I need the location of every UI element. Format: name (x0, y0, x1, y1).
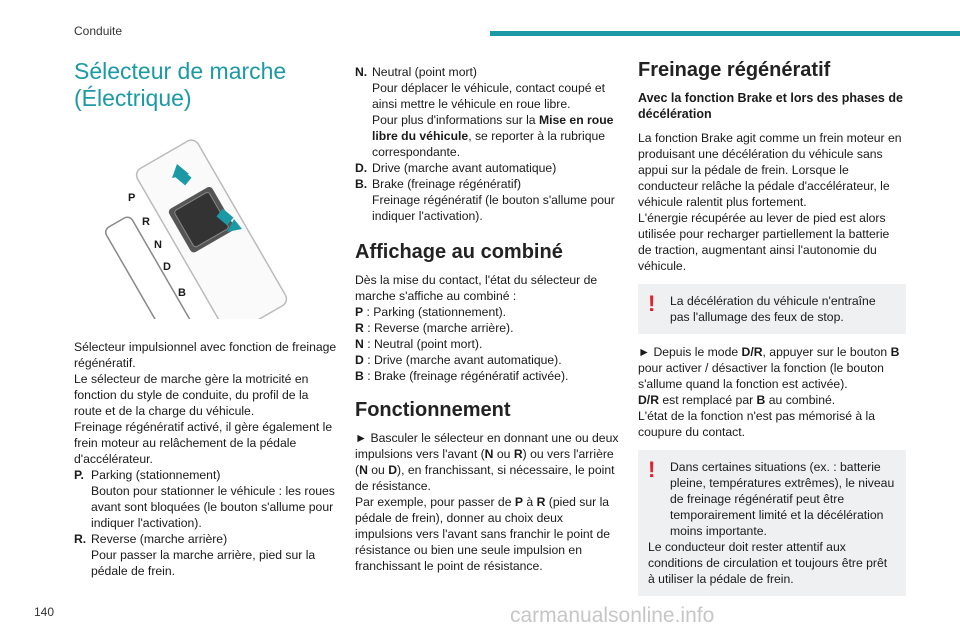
def-p: P. Parking (stationnement) Bouton pour stationner le véhicule : les roues avant sont bloquées (le bouton s'allume pour indiquer l'activation). (74, 468, 335, 530)
regen-memory-note: L'état de la fonction n'est pas mémorisé à la coupure du contact. (638, 409, 876, 439)
operation-example: Par exemple, pour passer de P à R (pied sur la pédale de frein), donner au choix deux impulsions vers l'avant sans franchir le point de résistance ou bien une seule impulsion en franchissant le point de résistance. (355, 495, 611, 573)
selector-key-d: D (163, 261, 171, 273)
mode-definitions (74, 467, 339, 579)
column-middle (355, 64, 620, 574)
selector-key-p: P (128, 192, 136, 204)
state-p: P : Parking (stationnement). (355, 305, 507, 319)
regen-paragraph: Freinage régénératif activé, il gère également le frein moteur au relâchement de la pédale d'accélérateur. (74, 420, 333, 466)
intro-paragraph: Sélecteur impulsionnel avec fonction de freinage régénératif. (74, 340, 337, 370)
def-r: R. Reverse (marche arrière) Pour passer la marche arrière, pied sur la pédale de frein. (74, 532, 316, 578)
section-heading-operation: Fonctionnement (355, 399, 511, 421)
regen-display-note: D/R est remplacé par B au combiné. (638, 393, 836, 407)
page-number: 140 (34, 605, 55, 619)
warning-icon: ! (648, 457, 656, 482)
state-n: N : Neutral (point mort). (355, 337, 483, 351)
column-right (638, 58, 906, 606)
warning-icon: ! (648, 291, 656, 316)
header-section-label: Conduite (74, 24, 123, 38)
section-heading-regen: Freinage régénératif (638, 59, 831, 81)
watermark: carmanualsonline.info (510, 604, 715, 627)
mode-definitions-cont (355, 64, 620, 224)
display-intro: Dès la mise du contact, l'état du sélecteur de marche s'affiche au combiné : (355, 273, 598, 303)
regen-energy: L'énergie récupérée au lever de pied est alors utilisée pour recharger partiellement la batterie de traction, augmentant ainsi l'autonomie du véhicule. (638, 211, 890, 273)
def-n: N. Neutral (point mort) Pour déplacer le véhicule, contact coupé et ainsi mettre le véhicule en roue libre. Pour plus d'informations sur la Mise en roue libre du véhicule, se reporter à la rubrique correspondante. (355, 65, 614, 159)
subheading-brake: Avec la fonction Brake et lors des phases de décélération (638, 91, 903, 121)
gear-selector-illustration (74, 124, 339, 319)
def-d: D. Drive (marche avant automatique) (355, 161, 557, 175)
display-states (355, 304, 620, 384)
selector-key-b: B (178, 287, 186, 299)
regen-step: ► Depuis le mode D/R, appuyer sur le bouton B pour activer / désactiver la fonction (le bouton s'allume quand la fonction est activée). (638, 345, 900, 391)
state-b: B : Brake (freinage régénératif activée). (355, 369, 569, 383)
warning-note-stop-lights: ! La décélération du véhicule n'entraîne pas l'allumage des feux de stop. (638, 284, 906, 334)
def-b: B. Brake (freinage régénératif) Freinage régénératif (le bouton s'allume pour indiquer l'activation). (355, 177, 615, 223)
state-d: D : Drive (marche avant automatique). (355, 353, 562, 367)
operation-step: ► Basculer le sélecteur en donnant une ou deux impulsions vers l'avant (N ou R) ou vers l'arrière (N ou D), en franchissant, si nécessaire, le point de résistance. (355, 431, 619, 493)
state-r: R : Reverse (marche arrière). (355, 321, 514, 335)
column-left (74, 58, 339, 579)
gear-selector-drawing (74, 124, 339, 319)
selector-key-n: N (154, 239, 162, 251)
selector-key-r: R (142, 216, 150, 228)
description-paragraph: Le sélecteur de marche gère la motricité en fonction du style de conduite, du profil de la route et de la charge du véhicule. (74, 372, 309, 418)
regen-description: La fonction Brake agit comme un frein moteur en produisant une décélération du véhicule sans appui sur la pédale de frein. Lorsque le conducteur relâche la pédale d'accélérateur, le véhicule ralentit plus fortement. (638, 131, 902, 209)
section-heading-display: Affichage au combiné (355, 241, 563, 263)
page-title: Sélecteur de marche (Électrique) (74, 58, 287, 111)
header-accent-bar (490, 31, 960, 36)
warning-note-limits: ! Dans certaines situations (ex. : batterie pleine, températures extrêmes), le niveau de freinage régénératif peut être temporairement limité et la décélération moins importante. Le conducteur doit rester attentif aux conditions de circulation et toujours être prêt à utiliser la pédale de frein. (638, 450, 906, 596)
